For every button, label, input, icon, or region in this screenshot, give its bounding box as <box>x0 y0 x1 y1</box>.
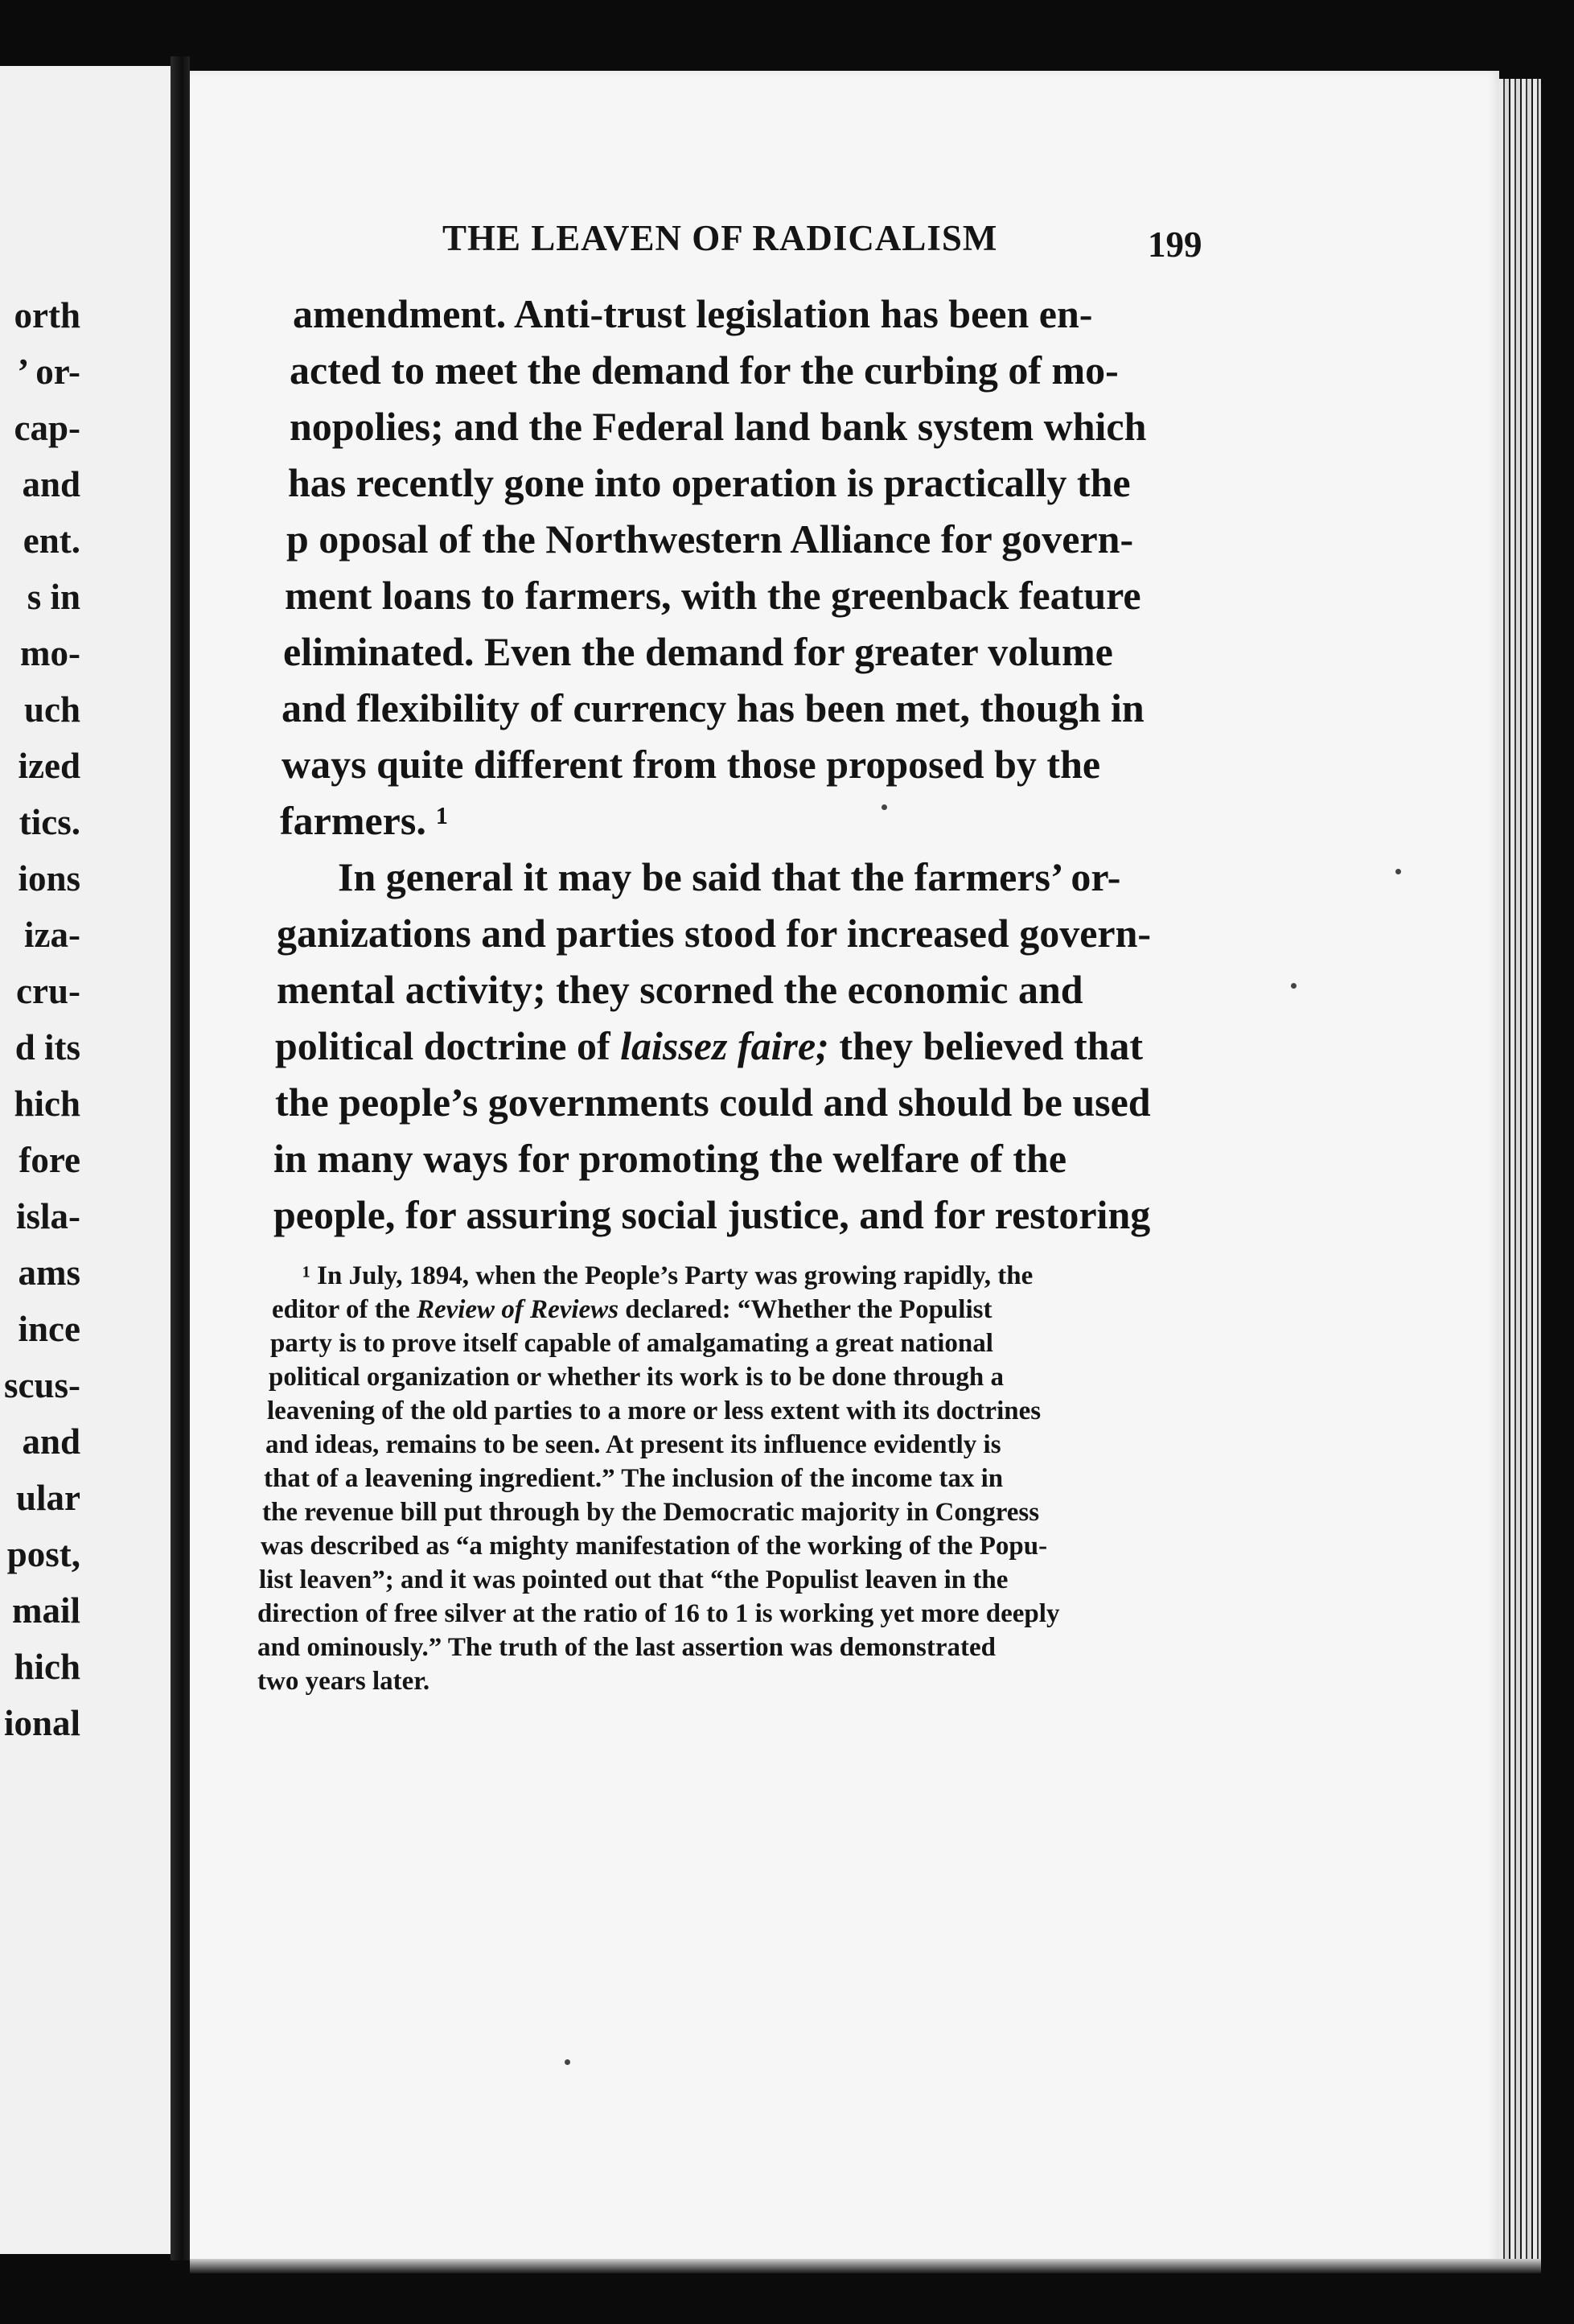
left-page-fragment: mail <box>12 1590 80 1631</box>
page-number: 199 <box>1148 224 1202 265</box>
left-page-fragment: isla- <box>15 1196 80 1236</box>
body-line: mental activity; they scorned the economic and <box>277 967 1083 1012</box>
left-page-fragment: cap- <box>14 408 80 448</box>
body-line: political doctrine of laissez faire; they believed that <box>275 1023 1144 1068</box>
left-page-fragment: ince <box>18 1309 80 1349</box>
body-line: in many ways for promoting the welfare of the <box>273 1136 1067 1181</box>
body-line: ment loans to farmers, with the greenback feature <box>285 573 1141 618</box>
body-line: In general it may be said that the farmers’ or- <box>338 854 1121 899</box>
left-page-fragment: ized <box>18 746 80 786</box>
italic-phrase: laissez faire; <box>620 1023 829 1068</box>
footnote-line: editor of the Review of Reviews declared: “Whether the Populist <box>272 1295 992 1324</box>
footnote-line: the revenue bill put through by the Democratic majority in Congress <box>262 1498 1040 1527</box>
footnote-line: direction of free silver at the ratio of 16 to 1 is working yet more deeply <box>257 1599 1060 1628</box>
footnote-line: that of a leavening ingredient.” The inclusion of the income tax in <box>264 1464 1004 1493</box>
body-line: amendment. Anti-trust legislation has been en- <box>293 291 1093 336</box>
footnote-line: political organization or whether its work is to be done through a <box>269 1363 1004 1392</box>
left-page-fragment: d its <box>14 1027 80 1067</box>
left-page-fragment: ams <box>18 1252 80 1293</box>
left-page-fragment: mo- <box>20 633 80 673</box>
scan-speck <box>1291 983 1297 989</box>
left-page-fragment: tics. <box>18 802 80 842</box>
body-line: farmers. ¹ <box>280 798 449 843</box>
left-page-fragment: scus- <box>3 1365 80 1405</box>
left-page-fragment: uch <box>23 689 80 730</box>
book-gutter <box>171 56 190 2260</box>
left-page-fragment: ’ or- <box>17 352 80 392</box>
left-page-fragment: s in <box>27 577 80 617</box>
body-line: nopolies; and the Federal land bank system which <box>290 404 1147 449</box>
footnote-line: and ominously.” The truth of the last assertion was demonstrated <box>257 1633 996 1662</box>
left-page-fragment: cru- <box>16 971 80 1011</box>
left-page-fragment: ions <box>18 858 80 899</box>
left-page-fragment: ional <box>3 1703 80 1743</box>
body-line: ganizations and parties stood for increased govern- <box>277 911 1152 956</box>
scan-speck <box>1395 869 1401 874</box>
scan-speck <box>565 2059 570 2065</box>
left-page-fragment: post, <box>6 1534 80 1574</box>
footnote-line: and ideas, remains to be seen. At present its influence evidently is <box>265 1430 1001 1459</box>
left-page-fragment: and <box>22 464 80 504</box>
left-page-fragment: fore <box>18 1140 80 1180</box>
body-line: has recently gone into operation is practically the <box>288 460 1131 505</box>
running-head: THE LEAVEN OF RADICALISM <box>442 218 998 258</box>
left-page-fragment: iza- <box>24 915 80 955</box>
scan-speck <box>882 804 887 810</box>
footnote-line: leavening of the old parties to a more or less extent with its doctrines <box>267 1396 1042 1425</box>
left-page-fragment: hich <box>14 1084 80 1124</box>
body-line: and flexibility of currency has been met, though in <box>282 685 1145 730</box>
body-line: p oposal of the Northwestern Alliance for govern- <box>286 516 1134 561</box>
periodical-title: Review of Reviews <box>416 1295 619 1324</box>
left-page-fragment: ular <box>15 1478 80 1518</box>
left-page-fragment: ent. <box>23 520 80 561</box>
left-page-fragment: orth <box>14 295 80 335</box>
footnote-line: two years later. <box>257 1667 430 1696</box>
left-facing-page <box>0 66 171 2254</box>
page-bottom-edge <box>190 2259 1541 2273</box>
left-page-fragment: and <box>22 1421 80 1462</box>
footnote-line: was described as “a mighty manifestation of the working of the Popu- <box>261 1532 1048 1561</box>
page-edges <box>1499 79 1541 2265</box>
body-line: eliminated. Even the demand for greater volume <box>283 629 1113 674</box>
body-line: acted to meet the demand for the curbing of mo- <box>290 348 1119 393</box>
footnote-line: ¹ In July, 1894, when the People’s Party was growing rapidly, the <box>302 1261 1034 1290</box>
body-line: ways quite different from those proposed by the <box>282 742 1101 787</box>
left-page-fragment: hich <box>14 1647 80 1687</box>
footnote-line: list leaven”; and it was pointed out that “the Populist leaven in the <box>259 1565 1009 1594</box>
footnote-line: party is to prove itself capable of amalgamating a great national <box>270 1329 993 1358</box>
body-line: people, for assuring social justice, and for restoring <box>273 1192 1151 1237</box>
body-line: the people’s governments could and should be used <box>275 1080 1151 1125</box>
